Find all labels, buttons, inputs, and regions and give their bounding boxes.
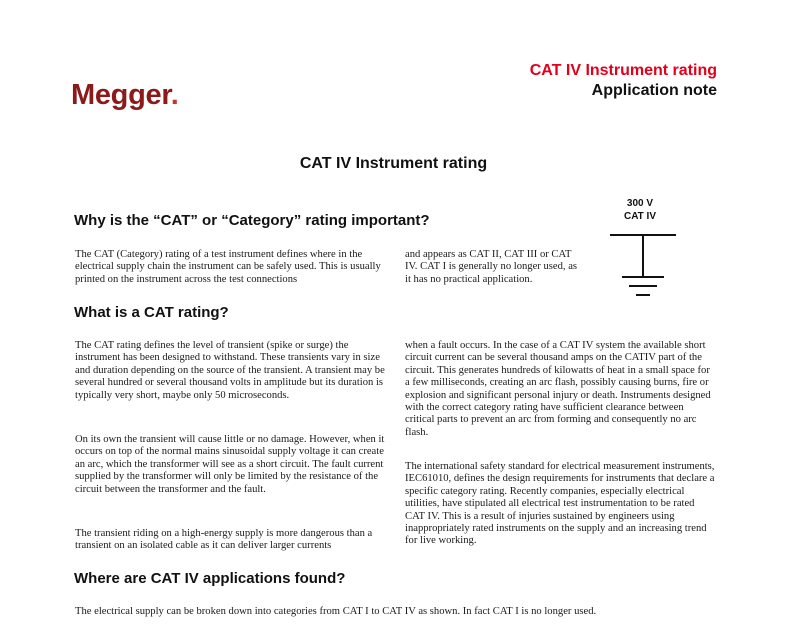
paragraph: The international safety standard for electrical measurement instruments, IEC61010, defines the design requirements for instruments that declare a specific category rating. Recently companies, especially electrical utilities, have stipulated all electrical test instrumentation to be rated CAT IV. This is a result of injuries sustained by engineers using inappropriately rated instruments on the supply and an increasing trend for live working. [405, 461, 715, 547]
section-heading-cat-importance: Why is the “CAT” or “Category” rating important? [74, 212, 430, 229]
logo-dot: . [170, 79, 179, 111]
paragraph: and appears as CAT II, CAT III or CAT IV. CAT I is generally no longer used, as it has no practical application. [405, 249, 578, 285]
diagram-category-label: CAT IV [623, 211, 657, 222]
supply-diagram [608, 225, 678, 305]
paragraph: The CAT rating defines the level of transient (spike or surge) the instrument has been designed to withstand. These transients vary in size and duration depending on the source of the transient. A transient may be several hundred or several thousand volts in amplitude but its duration is typically very short, maybe only 50 microseconds. [75, 340, 385, 401]
diagram-voltage-label: 300 V [626, 198, 654, 209]
document-title: CAT IV Instrument rating [299, 155, 488, 172]
header-title: CAT IV Instrument rating [529, 62, 717, 79]
paragraph: The CAT (Category) rating of a test instrument defines where in the electrical supply chain the instrument can be safely used. This is usually printed on the instrument across the test connections [75, 249, 381, 285]
paragraph: On its own the transient will cause little or no damage. However, when it occurs on top of the normal mains sinusoidal supply voltage it can create an arc, which the transformer will see as a short circuit. The fault current supplied by the transformer will only be limited by the resistance of the circuit between the transformer and the fault. [75, 434, 385, 495]
paragraph: The electrical supply can be broken down into categories from CAT I to CAT IV as shown. In fact CAT I is no longer used. [75, 606, 597, 617]
section-heading-cat-iv-applications: Where are CAT IV applications found? [74, 570, 346, 587]
header-subtitle: Application note [591, 82, 717, 99]
section-heading-what-is-cat: What is a CAT rating? [74, 304, 229, 321]
paragraph: when a fault occurs. In the case of a CAT IV system the available short circuit current can be several thousand amps on the CATIV part of the circuit. This generates hundreds of kilowatts of heat in a small space for a few milliseconds, creating an arc flash, possibly causing burns, fire or explosion and significant personal injury or death. Instruments designed with the correct category rating have sufficient clearance between critical parts to prevent an arc from forming and consequently no arc flash. [405, 340, 711, 438]
logo-text: Megger [71, 79, 171, 111]
paragraph: The transient riding on a high-energy supply is more dangerous than a transient on an isolated cable as it can deliver larger currents [75, 528, 373, 552]
megger-logo [71, 79, 179, 112]
earth-symbol-icon [622, 277, 664, 295]
